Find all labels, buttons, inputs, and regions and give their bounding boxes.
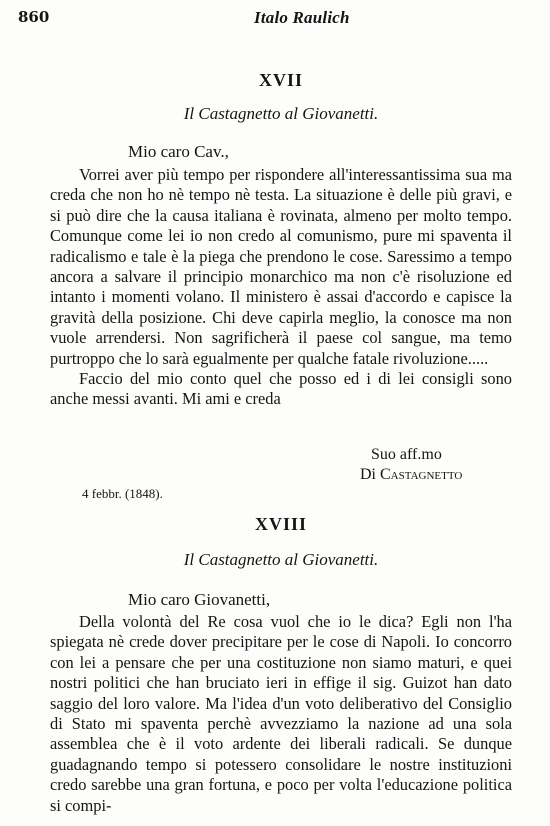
letter-number: XVII [258, 70, 303, 90]
letter-body [50, 165, 512, 410]
letter-title: Il Castagnetto al Giovanetti. [183, 550, 379, 569]
signature-name: Castagnetto [380, 466, 463, 483]
page-header [18, 8, 532, 34]
letter-closing: Suo aff.mo [371, 446, 442, 463]
letter-number: XVIII [254, 514, 307, 534]
page-number: 860 [18, 8, 50, 26]
letter-body [50, 612, 512, 816]
letter-date: 4 febbr. (1848). [82, 486, 163, 501]
letter-title: Il Castagnetto al Giovanetti. [183, 104, 379, 123]
letter-paragraph: Vorrei aver più tempo per rispondere all'interessantissima sua ma creda che non ho nè tempo nè testa. La situazione è delle più gravi, e si può dire che la causa italiana è rovinata, almeno per molto tempo. Comunque come lei io non credo al comunismo, pure mi spaventa il radicalismo e tale è la piega che prendono le cose. Saressimo a tempo ancora a salvare il principio monarchico ma non c'è risoluzione ed intanto i momenti volano. Il ministero è assai d'accordo e capisce la gravità della posizione. Chi deve capirla meglio, la conosce ma non vuole arrendersi. Non sagrificherà il paese col sangue, ma temo purtroppo che lo sarà egualmente per qualche fatale rivoluzione..... [50, 165, 512, 368]
letter-signature [360, 466, 462, 484]
letter-paragraph: Della volontà del Re cosa vuol che io le dica? Egli non l'ha spiegata nè crede dover precipitare per le cose di Napoli. Io concorro con lei a pensare che per una costituzione non siamo maturi, e quei nostri politici che han bruciato ieri in effige il sig. Guizot han dato saggio del loro valore. Ma l'idea d'un voto deliberativo del Consiglio di Stato mi spaventa perchè avvezziamo la nazione ad una sola assemblea che è il voto ardente dei liberali radicali. Se dunque guadagnando tempo si potessero consolidare le nostre instituzioni credo sarebbe una gran fortuna, e poco per volta l'educazione politica si compi- [50, 612, 512, 815]
letter-salutation: Mio caro Cav., [128, 142, 229, 161]
letter-paragraph: Faccio del mio conto quel che posso ed i di lei consigli sono anche messi avanti. Mi ami e creda [50, 369, 512, 409]
letter-salutation: Mio caro Giovanetti, [128, 590, 271, 609]
signature-prefix: Di [360, 466, 376, 483]
running-head: Italo Raulich [254, 8, 350, 27]
